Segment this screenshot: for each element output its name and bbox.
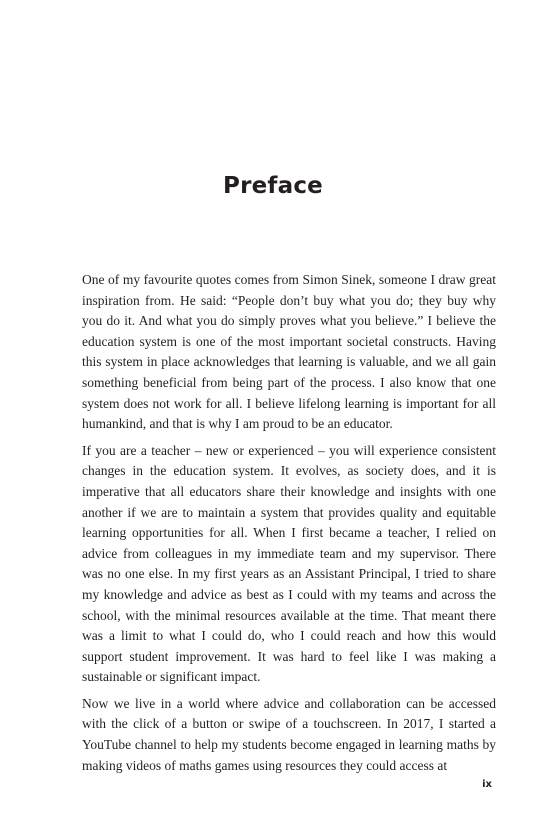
paragraph-2: If you are a teacher – new or experienced – you will experience consistent changes in the education system. It evolves, as society does, and it is imperative that all educators share their knowledge and insights with one another if we are to maintain a system that provides quality and equitable learning opportunities for all. When I first became a teacher, I relied on advice from colleagues in my immediate team and my supervisor. There was no one else. In my first years as an Assistant Principal, I tried to share my knowledge and advice as best as I could with my teams and across the school, with the minimal resources available at the time. That meant there was a limit to what I could do, who I could reach and how this would support student improvement. It was hard to feel like I was making a sustainable or significant impact.: [82, 442, 496, 685]
body-text: [82, 270, 496, 782]
paragraph-3: Now we live in a world where advice and collaboration can be accessed with the click of a button or swipe of a touchscreen. In 2017, I started a YouTube channel to help my students become engaged in learning maths by making videos of maths games using resources they could access at: [82, 695, 496, 773]
page-number: ix: [482, 779, 492, 790]
chapter-title: Preface: [223, 173, 323, 199]
paragraph-1: One of my favourite quotes comes from Simon Sinek, someone I draw great inspiration from. He said: “People don’t buy what you do; they buy why you do it. And what you do simply proves what you believe.” I believe the education system is one of the most important societal constructs. Having this system in place acknowledges that learning is valuable, and we all gain something beneficial from being part of the process. I also know that one system does not work for all. I believe lifelong learning is important for all humankind, and that is why I am proud to be an educator.: [82, 272, 496, 432]
